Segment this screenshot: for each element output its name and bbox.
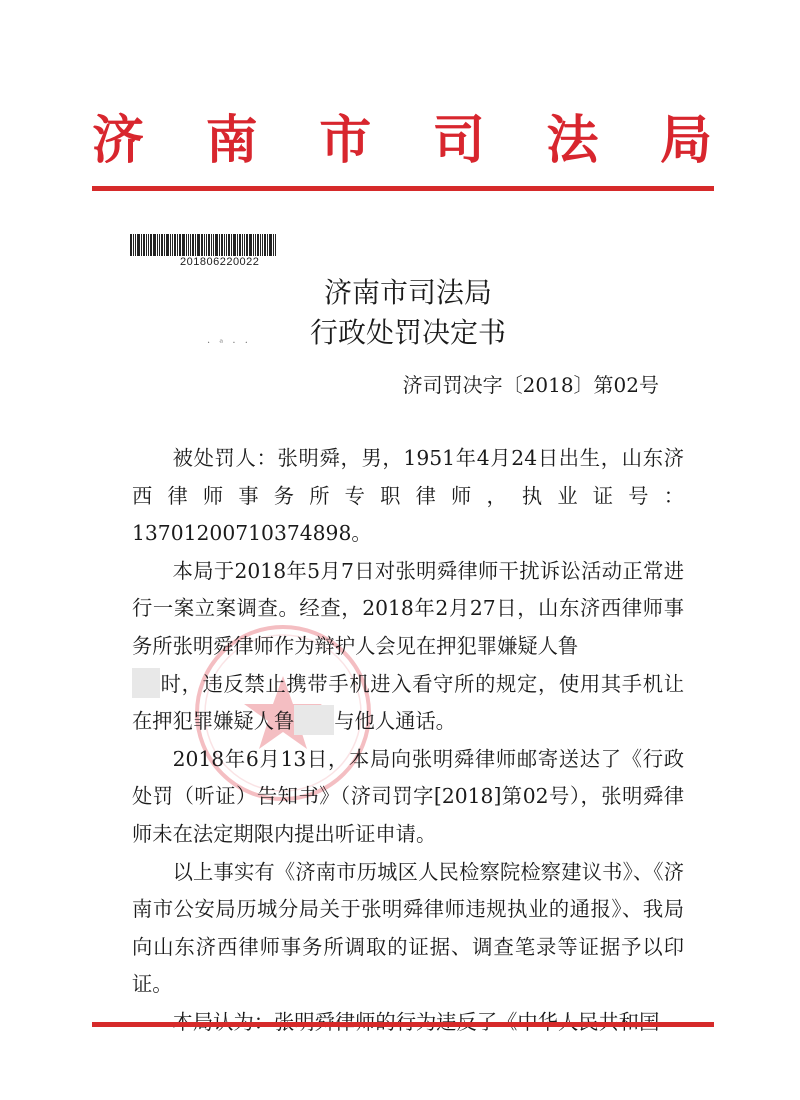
barcode-bar [224,234,225,256]
paragraph-respondent: 被处罚人：张明舜，男，1951年4月24日出生，山东济西律师事务所专职律师，执业证号：13701200710374898。 [132,446,684,546]
barcode-bar [141,234,142,256]
barcode-bar [146,234,147,256]
redaction-block [294,705,334,735]
barcode-bar [257,234,259,256]
document-barcode [130,234,310,256]
paragraph-facts [132,553,684,741]
barcode-bar [166,234,169,256]
barcode-bar [226,234,227,256]
barcode-bar [157,234,158,256]
barcode-bar [239,234,241,256]
barcode-bar [148,234,149,256]
agency-letterhead: 济南市司法局 [92,110,714,171]
barcode-bar [182,234,185,256]
barcode-bar [273,234,274,256]
barcode-bar [133,234,134,256]
barcode-bar [262,234,263,256]
barcode-bar [130,234,132,256]
barcode-bar [264,234,266,256]
facts-text-part1: 本局于2018年5月7日对张明舜律师干扰诉讼活动正常进行一案立案调查。经查，2018年2月27日，山东济西律师事务所张明舜律师作为辩护人会见在押犯罪嫌疑人鲁 [132,558,684,658]
facts-text-part3: 与他人通话。 [334,709,456,734]
barcode-bar [201,234,203,256]
facts-text-part2: 时，违反禁止携带手机进入看守所的规定，使用其手机让在押犯罪嫌疑人鲁 [132,671,684,734]
barcode-bar [197,234,200,256]
barcode-bar [150,234,152,256]
paragraph-notice: 2018年6月13日，本局向张明舜律师邮寄送达了《行政处罚（听证）告知书》（济司罚字[2018]第02号），张明舜律师未在法定期限内提出听证申请。 [132,746,684,846]
barcode-bar [161,234,163,256]
barcode-bar [179,234,181,256]
document-body [132,440,684,1042]
barcode-bar [269,234,272,256]
redaction-block [132,668,160,698]
barcode-bar [267,234,268,256]
barcode-bar [253,234,254,256]
scan-artifact: · ᵃ · · [207,338,251,349]
barcode-bar [275,234,276,256]
barcode-bar [233,234,236,256]
barcode-bar [170,234,171,256]
document-title-agency: 济南市司法局 [323,276,492,309]
barcode-bar [249,234,252,256]
footer-red-rule [92,1022,714,1027]
barcode-bar [204,234,205,256]
barcode-bar [244,234,245,256]
barcode-bar [186,234,187,256]
paragraph-evidence: 以上事实有《济南市历城区人民检察院检察建议书》、《济南市公安局历城分局关于张明舜律师违规执业的通报》、我局向山东济西律师事务所调取的证据、调查笔录等证据予以印证。 [132,859,684,997]
barcode-bar [208,234,210,256]
barcode-bar [246,234,248,256]
barcode-bar [153,234,156,256]
barcode-bar [211,234,212,256]
document-reference-number: 济司罚决字〔2018〕第02号 [402,373,659,397]
letterhead-red-rule [92,186,714,191]
barcode-bar [190,234,191,256]
barcode-bar [228,234,230,256]
barcode-number: 201806220022 [180,256,260,268]
barcode-bar [177,234,178,256]
barcode-bar [172,234,173,256]
barcode-bar [206,234,207,256]
barcode-bar [219,234,220,256]
document-title-type: 行政处罚决定书 [309,316,506,349]
barcode-bar [135,234,136,256]
barcode-bar [242,234,243,256]
barcode-bar [221,234,223,256]
barcode-bar [159,234,160,256]
barcode-bar [255,234,256,256]
barcode-bar [137,234,140,256]
barcode-bar [231,234,232,256]
barcode-bar [164,234,165,256]
barcode-bar [192,234,194,256]
barcode-bar [143,234,145,256]
barcode-bar [213,234,214,256]
barcode-bar [195,234,196,256]
barcode-bar [188,234,189,256]
barcode-bar [215,234,218,256]
barcode-bar [174,234,176,256]
barcode-bar [237,234,238,256]
barcode-bar [260,234,261,256]
